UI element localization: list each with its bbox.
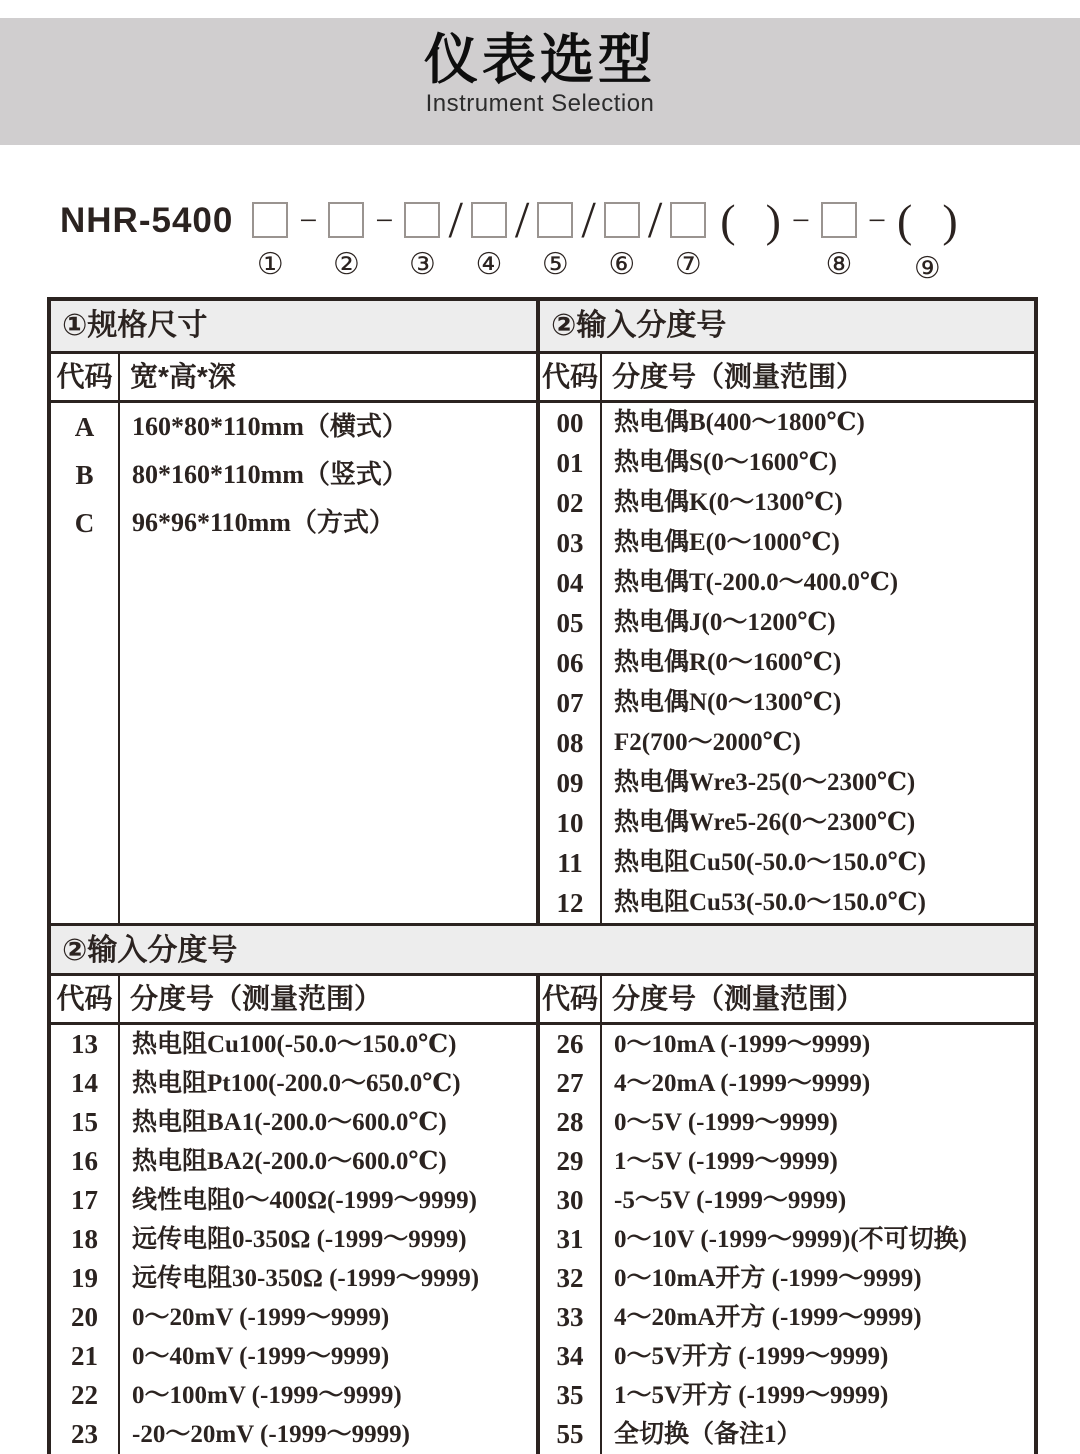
row-desc: 线性电阻0～400Ω(-1999～9999) <box>132 1187 477 1214</box>
graduation-rows-00-12 <box>540 403 1034 923</box>
circled-number-4: ④ <box>475 247 503 282</box>
desc-column <box>120 403 536 923</box>
slash-separator: / <box>448 192 463 249</box>
size-spec-table <box>51 354 540 923</box>
row-desc: 热电阻Cu53(-50.0～150.0℃) <box>614 889 926 916</box>
row-code: 20 <box>71 1302 98 1332</box>
desc-column <box>602 403 1034 923</box>
model-segment-4 <box>471 200 507 281</box>
row-code: 26 <box>556 1029 584 1059</box>
row-desc: 热电偶K(0～1300℃) <box>614 489 843 516</box>
option-box-4 <box>471 202 507 238</box>
circled-number-8: ⑧ <box>825 247 853 282</box>
row-desc: 80*160*110mm（竖式） <box>132 460 408 489</box>
model-segment-7 <box>670 200 706 281</box>
row-code: 00 <box>556 408 584 438</box>
paren-group-2 <box>897 195 958 286</box>
code-column <box>540 403 602 923</box>
row-code: 01 <box>556 448 584 478</box>
model-segment-3 <box>404 200 440 281</box>
row-code: 05 <box>556 608 584 638</box>
row-desc: 热电偶Wre5-26(0～2300℃) <box>614 809 916 836</box>
model-segment-6 <box>604 200 640 281</box>
desc-column <box>602 1025 1034 1454</box>
option-box-2 <box>328 202 364 238</box>
size-column-header: 宽*高*深 <box>130 361 236 392</box>
row-desc: 160*80*110mm（横式） <box>132 412 408 441</box>
row-code: 04 <box>556 568 584 598</box>
row-code: 06 <box>556 648 584 678</box>
option-box-6 <box>604 202 640 238</box>
row-code: C <box>74 508 95 538</box>
input-graduation-table-2-left <box>51 976 540 1454</box>
row-code: 22 <box>71 1380 98 1410</box>
model-segment-5 <box>537 200 573 281</box>
row-code: 30 <box>556 1185 584 1215</box>
row-desc: 热电阻Cu100(-50.0～150.0℃) <box>132 1031 457 1058</box>
row-desc: 热电偶N(0～1300℃) <box>614 689 842 716</box>
right-paren: ) <box>942 195 958 246</box>
input-graduation-table-2-right <box>540 976 1034 1454</box>
row-code: B <box>75 460 94 490</box>
section2-header-band <box>51 923 1034 976</box>
row-desc: 0～10mA开方 (-1999～9999) <box>614 1265 922 1292</box>
row-desc: 0～5V开方 (-1999～9999) <box>614 1343 889 1370</box>
row-desc: 热电阻BA1(-200.0～600.0℃) <box>132 1109 447 1136</box>
row-code: 02 <box>556 488 584 518</box>
graduation-column-headers <box>51 976 536 1025</box>
row-desc: 4～20mA开方 (-1999～9999) <box>614 1304 922 1331</box>
option-box-8 <box>821 202 857 238</box>
row-code: 11 <box>557 848 583 878</box>
paren-group-1 <box>720 195 781 285</box>
dash-separator: − <box>299 202 318 238</box>
code-column-header: 代码 <box>540 354 602 400</box>
row-desc: 热电偶R(0～1600℃) <box>614 649 842 676</box>
selection-table <box>47 297 1038 1454</box>
code-column <box>51 1025 120 1454</box>
code-column <box>51 403 120 923</box>
row-code: 28 <box>556 1107 584 1137</box>
model-prefix: NHR-5400 <box>60 201 234 240</box>
row-code: 15 <box>71 1107 98 1137</box>
row-desc: 热电偶S(0～1600℃) <box>614 449 838 476</box>
left-paren: ( <box>720 195 736 246</box>
row-desc: 1～5V开方 (-1999～9999) <box>614 1382 889 1409</box>
desc-column <box>120 1025 536 1454</box>
section1-body <box>51 354 1034 923</box>
row-desc: 全切换（备注1） <box>614 1421 802 1448</box>
row-desc: 热电阻Pt100(-200.0～650.0℃) <box>132 1070 461 1097</box>
row-desc: 0～20mV (-1999～9999) <box>132 1304 390 1331</box>
row-desc: 热电偶B(400～1800℃) <box>614 409 865 436</box>
row-code: 31 <box>556 1224 584 1254</box>
row-desc: F2(700～2000℃) <box>614 729 801 756</box>
model-segment-2 <box>328 200 364 281</box>
graduation-column-header: 分度号（测量范围） <box>130 983 383 1014</box>
row-code: 29 <box>556 1146 584 1176</box>
row-desc: 热电阻BA2(-200.0～600.0℃) <box>132 1148 447 1175</box>
input-graduation-table-1 <box>540 354 1034 923</box>
page-title: 仪表选型 <box>424 30 656 90</box>
row-code: 55 <box>556 1419 584 1449</box>
model-code-line <box>60 192 965 286</box>
row-code: 12 <box>556 888 584 918</box>
row-desc: -20～20mV (-1999～9999) <box>132 1421 410 1448</box>
circled-number-7: ⑦ <box>674 247 702 282</box>
row-code: 16 <box>71 1146 98 1176</box>
dash-separator: − <box>791 202 810 238</box>
option-box-5 <box>537 202 573 238</box>
row-code: 35 <box>556 1380 584 1410</box>
row-desc: 热电偶T(-200.0～400.0℃) <box>614 569 899 596</box>
row-code: 09 <box>556 768 584 798</box>
slash-separator: / <box>514 192 530 249</box>
row-code: 23 <box>71 1419 98 1449</box>
circled-number-5: ⑤ <box>541 247 569 282</box>
row-code: 03 <box>556 528 584 558</box>
graduation-column-headers <box>540 354 1034 403</box>
model-segment-1 <box>252 200 288 281</box>
section2-title: ②输入分度号 <box>62 934 238 967</box>
row-desc: 0～10mA (-1999～9999) <box>614 1031 871 1058</box>
circled-number-6: ⑥ <box>608 247 636 282</box>
option-box-3 <box>404 202 440 238</box>
graduation-rows-13-23 <box>51 1025 536 1454</box>
row-code: 17 <box>71 1185 98 1215</box>
row-desc: 1～5V (-1999～9999) <box>614 1148 838 1175</box>
size-spec-rows <box>51 403 536 923</box>
graduation-column-headers <box>540 976 1034 1025</box>
section1-left-title: ①规格尺寸 <box>51 301 540 351</box>
row-code: 07 <box>556 688 584 718</box>
dash-separator: − <box>867 202 887 238</box>
dash-separator: − <box>375 202 394 238</box>
row-code: 32 <box>556 1263 584 1293</box>
row-code: 21 <box>71 1341 98 1371</box>
row-code: 08 <box>556 728 584 758</box>
row-desc: 96*96*110mm（方式） <box>132 508 395 537</box>
row-code: 10 <box>556 808 584 838</box>
row-desc: 4～20mA (-1999～9999) <box>614 1070 871 1097</box>
row-code: 14 <box>71 1068 98 1098</box>
code-column-header: 代码 <box>540 976 602 1022</box>
graduation-column-header: 分度号（测量范围） <box>612 361 865 392</box>
slash-separator: / <box>581 192 596 249</box>
row-code: 13 <box>71 1029 98 1059</box>
row-desc: 0～10V (-1999～9999)(不可切换) <box>614 1226 967 1253</box>
row-desc: 热电偶Wre3-25(0～2300℃) <box>614 769 916 796</box>
row-desc: 远传电阻0-350Ω (-1999～9999) <box>132 1226 467 1253</box>
section2-body <box>51 976 1034 1454</box>
left-paren: ( <box>897 195 913 246</box>
section1-right-title: ②输入分度号 <box>551 309 727 342</box>
right-paren: ) <box>765 195 781 246</box>
code-column-header: 代码 <box>51 976 120 1022</box>
graduation-column-header: 分度号（测量范围） <box>612 983 865 1014</box>
code-column <box>540 1025 602 1454</box>
circled-number-1: ① <box>256 247 284 282</box>
size-spec-column-headers <box>51 354 536 403</box>
row-desc: -5～5V (-1999～9999) <box>614 1187 847 1214</box>
circled-number-3: ③ <box>409 247 436 282</box>
slash-separator: / <box>647 192 663 249</box>
option-box-1 <box>252 202 288 238</box>
row-desc: 远传电阻30-350Ω (-1999～9999) <box>132 1265 480 1292</box>
code-column-header: 代码 <box>51 354 120 400</box>
model-segment-8 <box>821 200 857 281</box>
row-desc: 热电阻Cu50(-50.0～150.0℃) <box>614 849 926 876</box>
row-code: A <box>74 412 95 442</box>
circled-number-9: ⑨ <box>913 251 941 286</box>
row-desc: 0～100mV (-1999～9999) <box>132 1382 402 1409</box>
row-code: 27 <box>556 1068 584 1098</box>
row-desc: 0～40mV (-1999～9999) <box>132 1343 390 1370</box>
graduation-rows-26-55 <box>540 1025 1034 1454</box>
row-code: 19 <box>71 1263 98 1293</box>
circled-number-2: ② <box>332 247 360 282</box>
row-code: 34 <box>556 1341 584 1371</box>
row-desc: 热电偶E(0～1000℃) <box>614 529 840 556</box>
section1-header-band <box>51 301 1034 354</box>
page-subtitle: Instrument Selection <box>425 90 655 117</box>
row-desc: 热电偶J(0～1200℃) <box>614 609 836 636</box>
option-box-7 <box>670 202 706 238</box>
row-desc: 0～5V (-1999～9999) <box>614 1109 838 1136</box>
row-code: 18 <box>71 1224 98 1254</box>
page-banner <box>0 18 1080 145</box>
row-code: 33 <box>556 1302 584 1332</box>
